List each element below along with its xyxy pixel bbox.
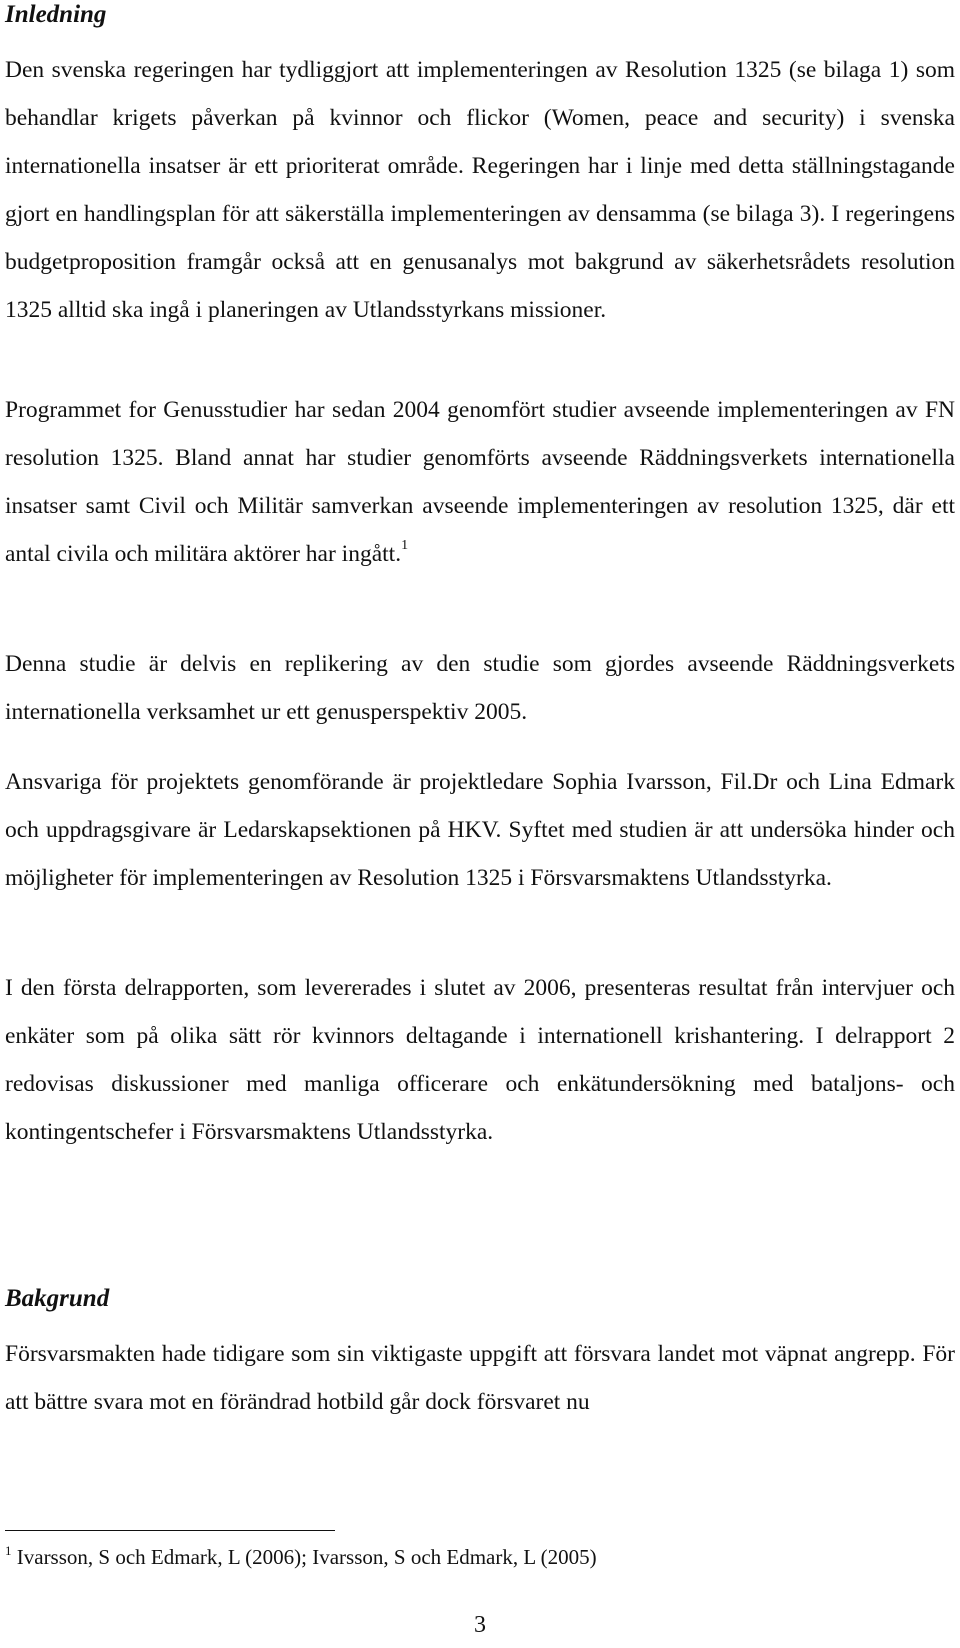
intro-paragraph-1: Den svenska regeringen har tydliggjort att implementeringen av Resolution 1325 (se bilaga 1) som behandlar krigets påverkan på kvinnor och flickor (Women, peace and security) i svenska internationella insatser är ett prioriterat område. Regeringen har i linje med detta ställningstagande gjort en handlingsplan för att säkerställa implementeringen av densamma (se bilaga 3). I regeringens budgetproposition framgår också att en genusanalys mot bakgrund av säkerhetsrådets resolution 1325 alltid ska ingå i planeringen av Utlandsstyrkans missioner. xyxy=(5,57,955,323)
intro-paragraph-3: Denna studie är delvis en replikering av den studie som gjordes avseende Räddningsverkets internationella verksamhet ur ett genusperspektiv 2005. xyxy=(5,651,955,725)
footnote-reference: 1 xyxy=(401,538,409,553)
intro-paragraph-4: Ansvariga för projektets genomförande är projektledare Sophia Ivarsson, Fil.Dr och Lina Edmark och uppdragsgivare är Ledarskapsektionen på HKV. Syftet med studien är att undersöka hinder och möjligheter för implementeringen av Resolution 1325 i Försvarsmaktens Utlandsstyrka. xyxy=(5,769,955,891)
section-heading-bakgrund: Bakgrund xyxy=(5,1285,110,1312)
intro-paragraph-5: I den första delrapporten, som levererades i slutet av 2006, presenteras resultat från intervjuer och enkäter som på olika sätt rör kvinnors deltagande i internationell krishantering. I delrapport 2 redovisas diskussioner med manliga officerare och enkätundersökning med bataljons- och kontingentschefer i Försvarsmaktens Utlandsstyrka. xyxy=(5,975,955,1145)
section-heading-inledning: Inledning xyxy=(5,1,107,28)
footnote-separator xyxy=(5,1530,335,1531)
footnote-text: Ivarsson, S och Edmark, L (2006); Ivarsson, S och Edmark, L (2005) xyxy=(16,1545,597,1569)
footnote xyxy=(5,1544,597,1570)
intro-paragraph-2-text: Programmet for Genusstudier har sedan 2004 genomfört studier avseende implementeringen av FN resolution 1325. Bland annat har studier genomförts avseende Räddningsverkets internationella insatser samt Civil och Militär samverkan avseende implementeringen av resolution 1325, där ett antal civila och militära aktörer har ingått. xyxy=(5,397,955,567)
footnote-number: 1 xyxy=(5,1543,12,1558)
page-number: 3 xyxy=(474,1612,486,1638)
intro-paragraph-2 xyxy=(5,386,955,578)
background-paragraph-1: Försvarsmakten hade tidigare som sin viktigaste uppgift att försvara landet mot väpnat angrepp. För att bättre svara mot en förändrad hotbild går dock försvaret nu xyxy=(5,1341,955,1415)
